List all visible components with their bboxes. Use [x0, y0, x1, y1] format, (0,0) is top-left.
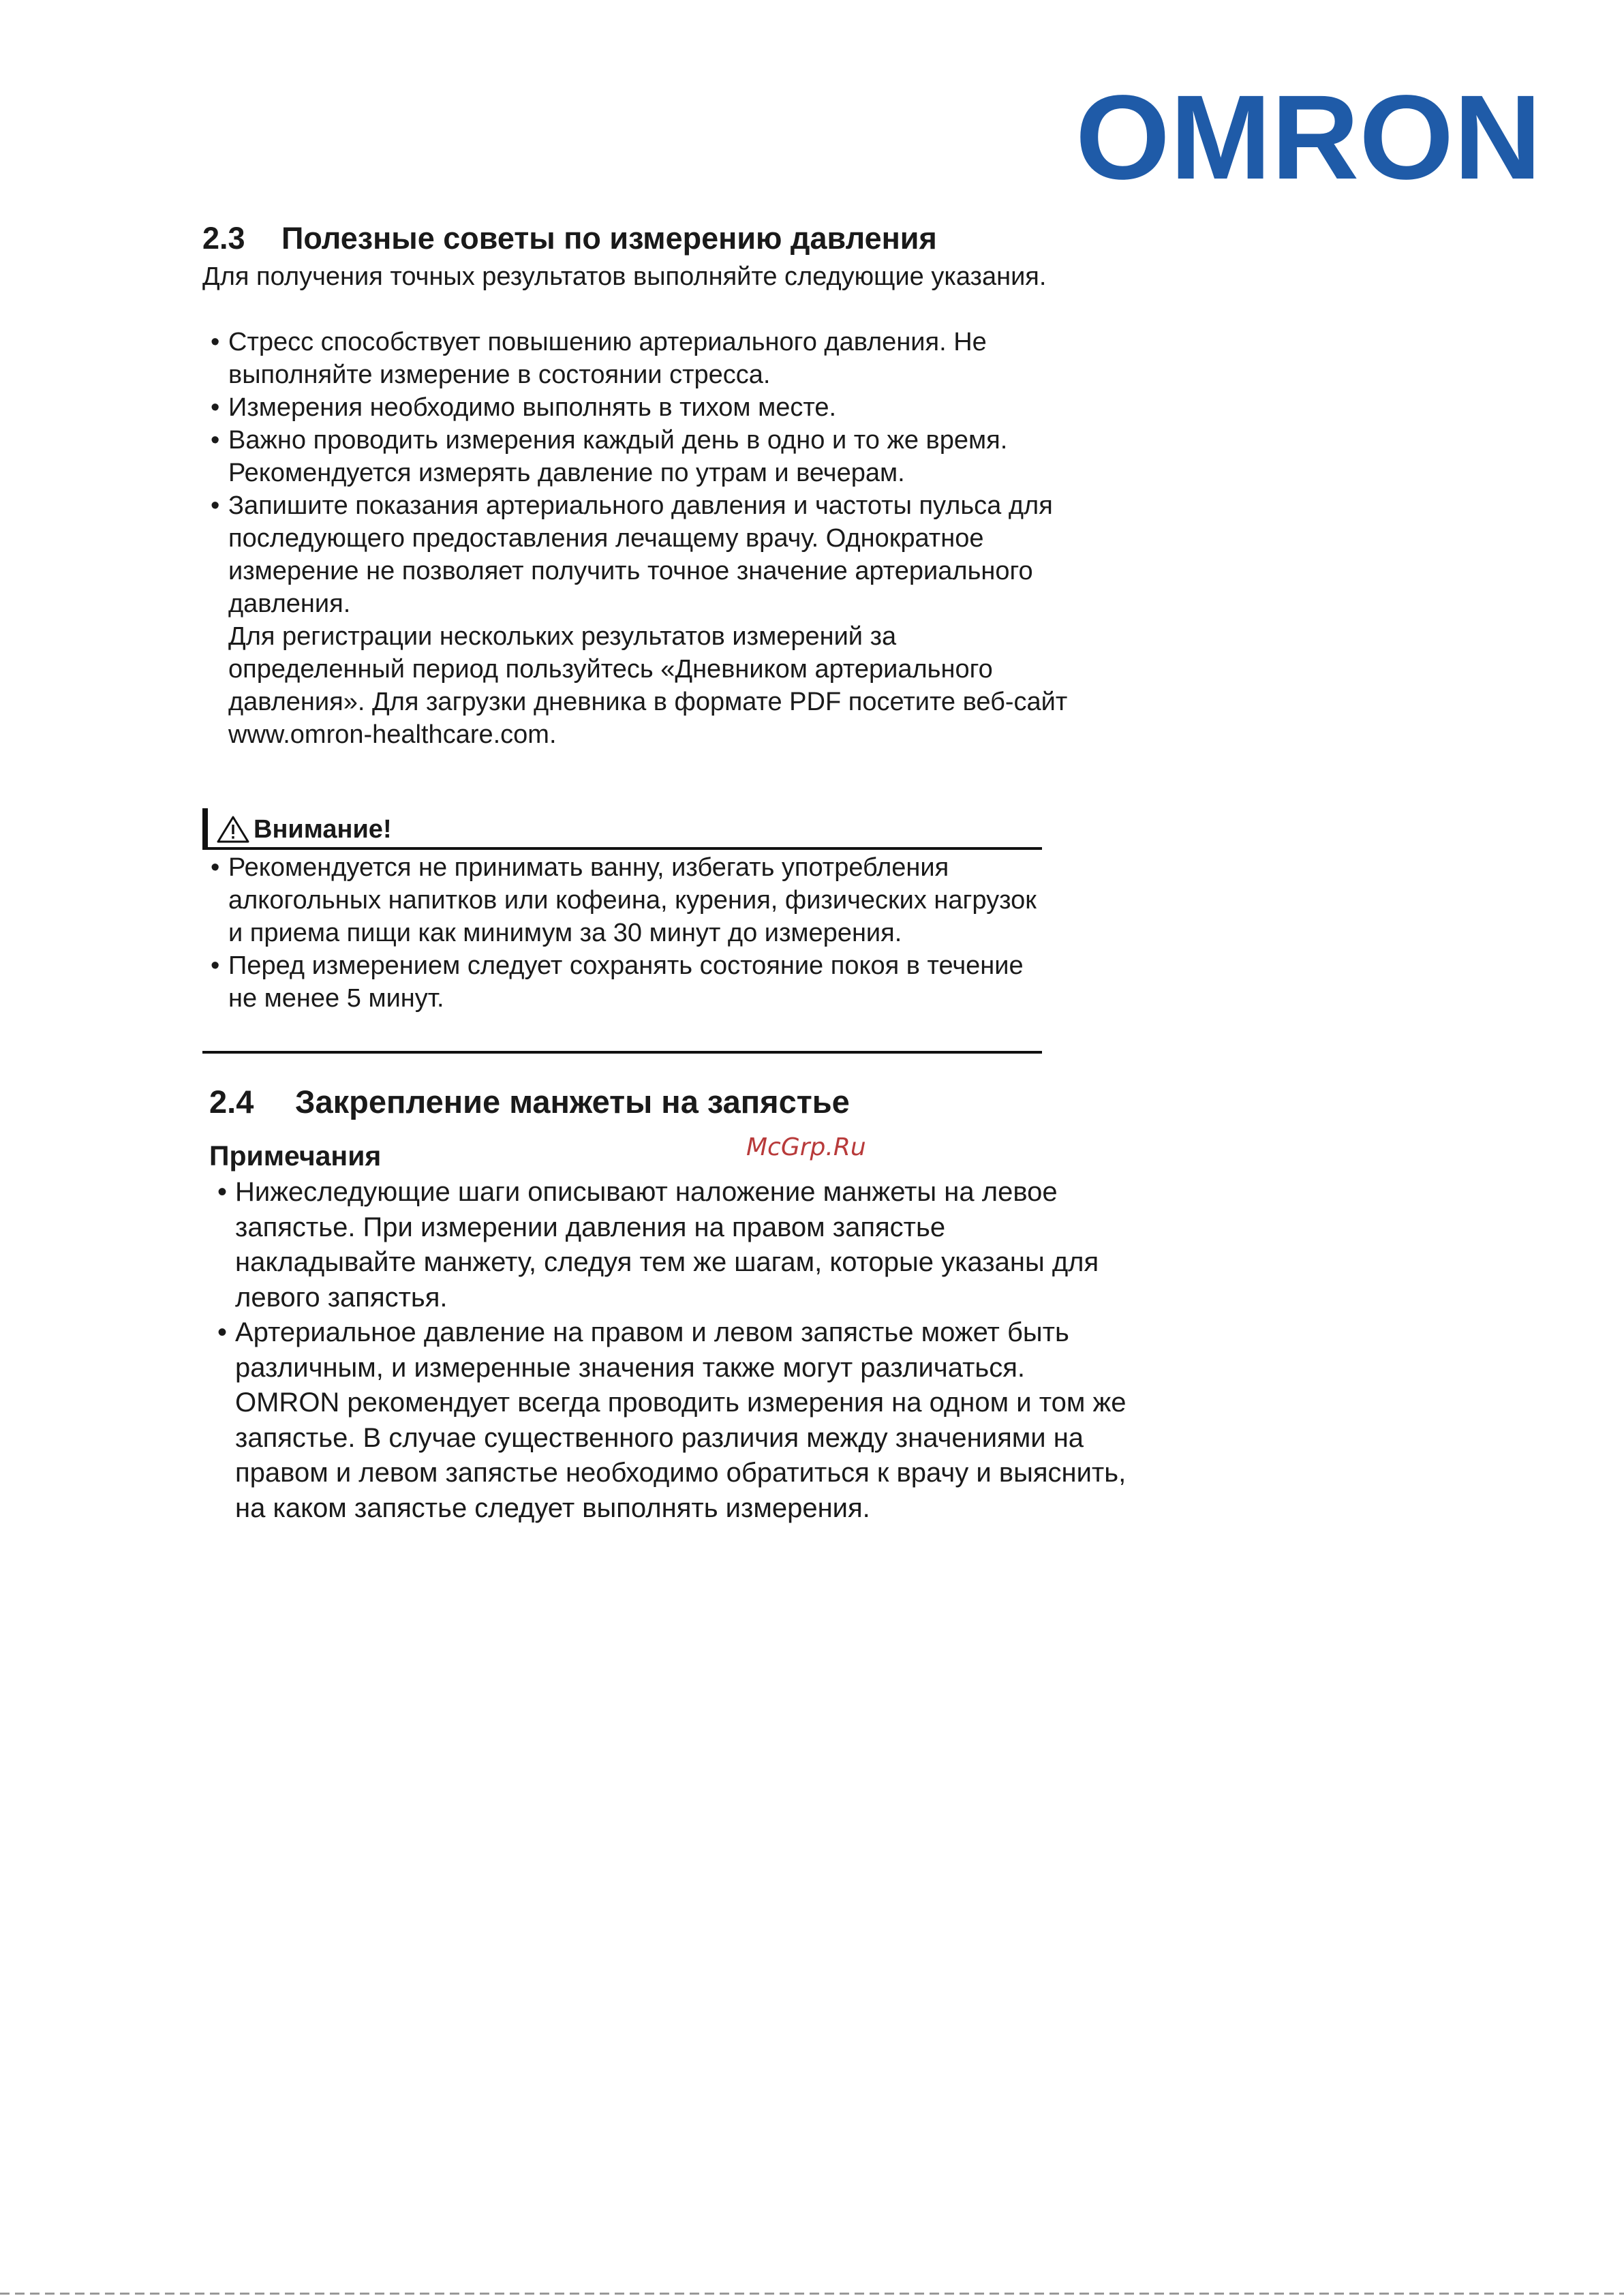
- list-item: • Измерения необходимо выполнять в тихом месте.: [211, 393, 837, 422]
- omron-logo: [1073, 83, 1544, 189]
- tips-list: [202, 326, 1075, 751]
- attention-bar: [202, 808, 208, 848]
- divider: [202, 1051, 1042, 1054]
- list-item: • Артериальное давление на правом и левом запястье может быть различным, и измеренные значения также могут различаться. OMRON рекомендует всегда проводить измерения на одном и том же запястье. В случае существенного различия между значениями на правом и левом запястье необходимо обратиться к врачу и выяснить, на каком запястье следует выполнять измерения.: [217, 1317, 1127, 1523]
- attention-heading: [217, 810, 392, 848]
- list-item: • Перед измерением следует сохранять состояние покоя в течение не менее 5 минут.: [211, 951, 1024, 1013]
- watermark: McGrp.Ru: [746, 1133, 866, 1161]
- list-item: • Рекомендуется не принимать ванну, избегать употребления алкогольных напитков или кофеина, курения, физических нагрузок и приема пищи как минимум за 30 минут до измерения.: [211, 853, 1037, 947]
- notes-heading: Примечания: [209, 1140, 382, 1172]
- section-number: 2.4: [209, 1084, 254, 1120]
- list-item: • Важно проводить измерения каждый день в одно и то же время. Рекомендуется измерять давление по утрам и вечерам.: [211, 426, 1008, 487]
- section-title: Полезные советы по измерению давления: [281, 221, 937, 256]
- attention-title: Внимание!: [254, 815, 392, 844]
- warning-icon: [217, 815, 249, 844]
- diary-note: Для регистрации нескольких результатов измерений за определенный период пользуйтесь «Дневником артериального давления». Для загрузки дневника в формате PDF посетите веб-сайт www.omron-healthcare.com.: [228, 622, 1068, 749]
- page-edge: [0, 2293, 1624, 2295]
- list-item: • Нижеследующие шаги описывают наложение манжеты на левое запястье. При измерении давления на правом запястье накладывайте манжету, следуя тем же шагам, которые указаны для левого запястья.: [217, 1177, 1099, 1313]
- list-item: • Стресс способствует повышению артериального давления. Не выполняйте измерение в состоянии стресса.: [211, 328, 987, 389]
- section-number: 2.3: [202, 221, 245, 256]
- attention-list: [202, 851, 1041, 1015]
- list-item: • Запишите показания артериального давления и частоты пульса для последующего предоставления лечащему врачу. Однократное измерение не позволяет получить точное значение артериального давления. Для регистрации нескольких результатов измерений за определенный период пользуйтесь «Дневником артериального давления». Для загрузки дневника в формате PDF посетите веб-сайт www.omron-healthcare.com.: [202, 489, 1075, 751]
- divider: [202, 847, 1042, 850]
- section-2-3-intro: Для получения точных результатов выполняйте следующие указания.: [202, 262, 1047, 291]
- section-title: Закрепление манжеты на запястье: [295, 1084, 850, 1120]
- svg-text:OMRON: OMRON: [1075, 83, 1542, 189]
- section-2-3-heading: [202, 221, 937, 256]
- notes-list: [209, 1175, 1129, 1526]
- section-2-4-heading: [209, 1083, 850, 1120]
